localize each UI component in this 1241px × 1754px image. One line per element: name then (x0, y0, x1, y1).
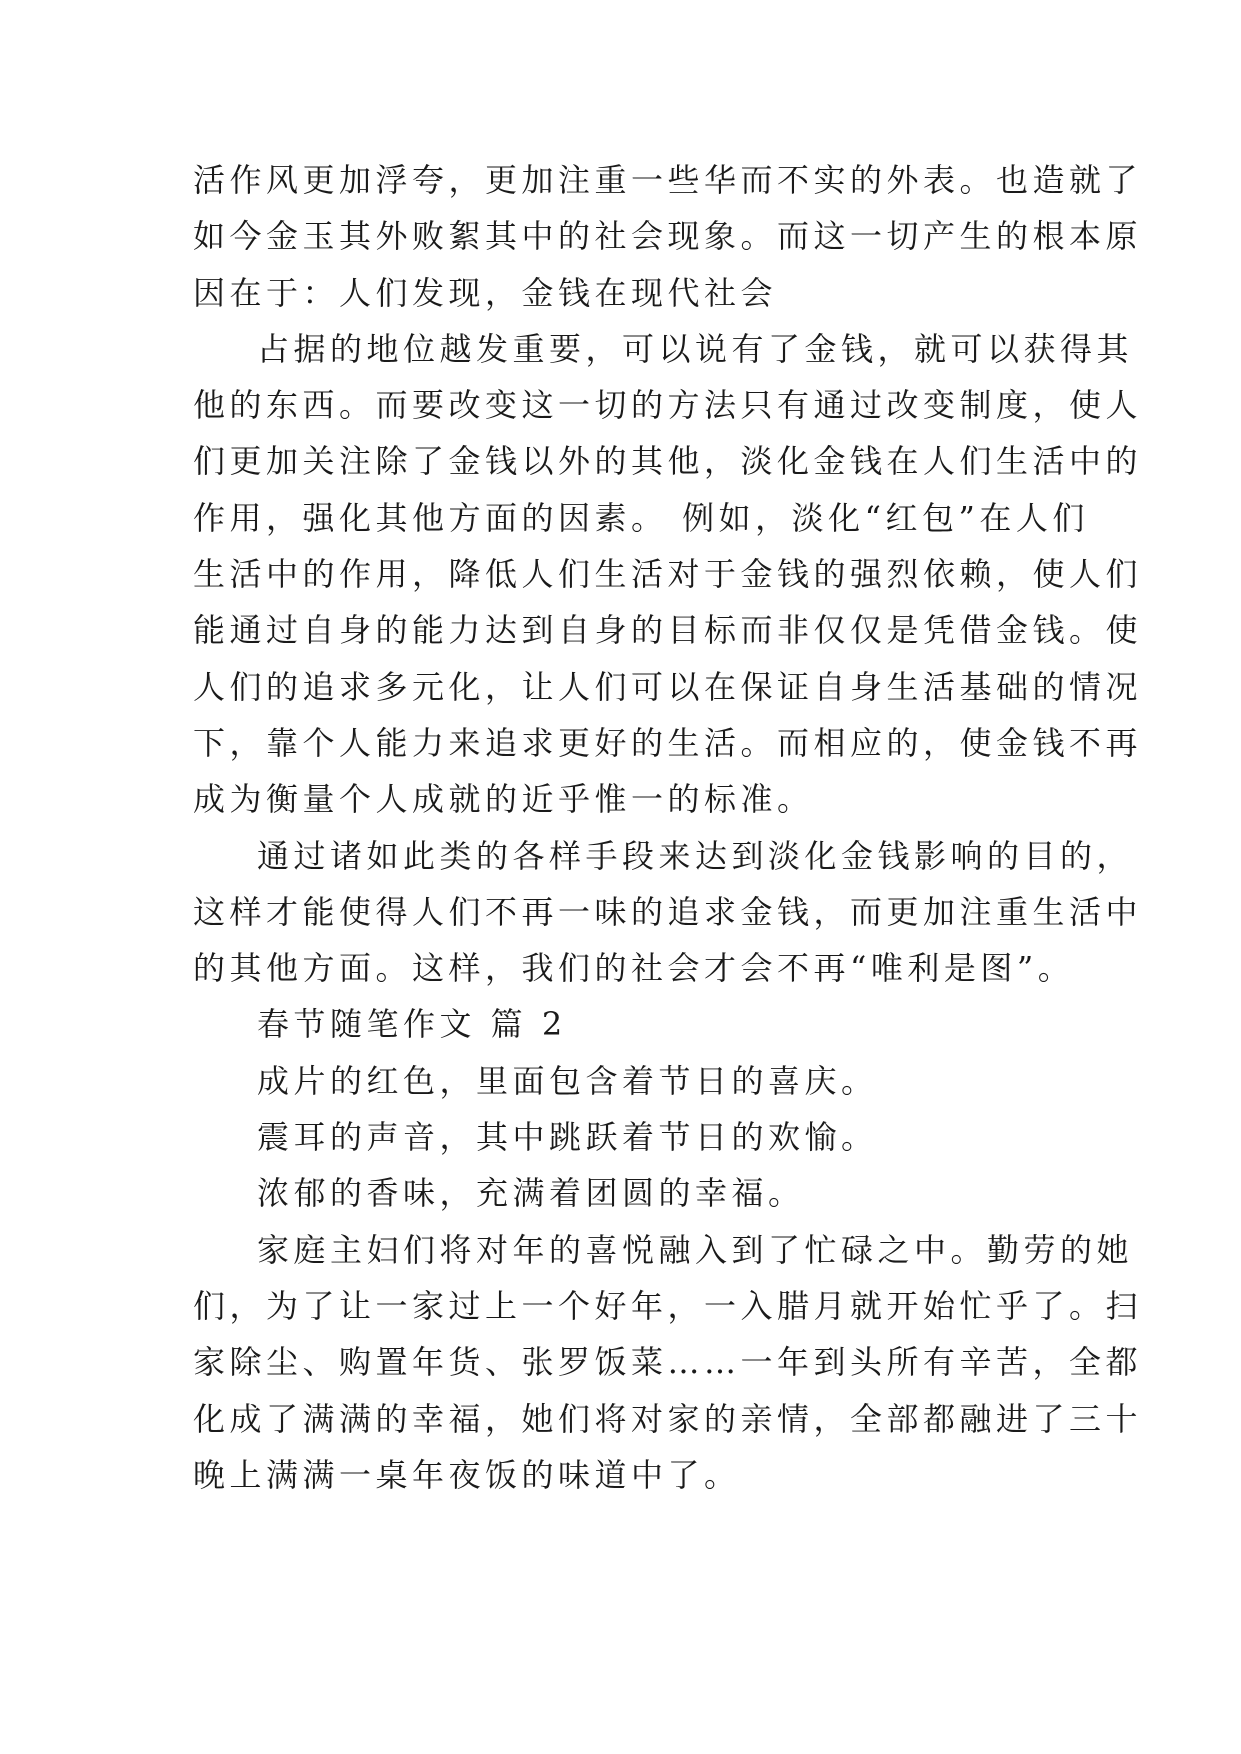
document-body (193, 152, 1143, 1503)
text-line: 晚上满满一桌年夜饭的味道中了。 (193, 1455, 741, 1494)
text-line: 下，靠个人能力来追求更好的生活。而相应的，使金钱不再 (193, 723, 1143, 762)
text-line: 生活中的作用，降低人们生活对于金钱的强烈依赖，使人们 (193, 555, 1143, 594)
text-line: 人们的追求多元化，让人们可以在保证自身生活基础的情况 (193, 667, 1143, 706)
text-line: 活作风更加浮夸，更加注重一些华而不实的外表。也造就了 (193, 161, 1143, 199)
paragraph-first-line: 家庭主妇们将对年的喜悦融入到了忙碌之中。勤劳的她 (257, 1230, 1134, 1269)
text-line: 能通过自身的能力达到自身的目标而非仅仅是凭借金钱。使 (193, 611, 1143, 650)
text-line: 化成了满满的幸福，她们将对家的亲情，全部都融进了三十 (193, 1399, 1143, 1438)
paragraph-first-line: 占据的地位越发重要，可以说有了金钱，就可以获得其 (257, 329, 1134, 368)
paragraph-first-line: 通过诸如此类的各样手段来达到淡化金钱影响的目的， (257, 836, 1134, 875)
text-line: 们，为了让一家过上一个好年，一入腊月就开始忙乎了。扫 (193, 1286, 1143, 1325)
paragraph-first-line: 浓郁的香味，充满着团圆的幸福。 (257, 1174, 805, 1213)
text-line: 因在于：人们发现，金钱在现代社会 (193, 273, 778, 312)
text-line: 的其他方面。这样，我们的社会才会不再“唯利是图”。 (193, 949, 1075, 988)
text-line: 如今金玉其外败絮其中的社会现象。而这一切产生的根本原 (193, 217, 1143, 256)
text-line: 家除尘、购置年货、张罗饭菜……一年到头所有辛苦，全都 (193, 1343, 1143, 1382)
paragraph-first-line: 成片的红色，里面包含着节日的喜庆。 (257, 1061, 878, 1100)
paragraph-first-line: 震耳的声音，其中跳跃着节日的欢愉。 (257, 1118, 878, 1157)
section-heading: 春节随笔作文 篇 2 (257, 1005, 567, 1044)
text-line: 这样才能使得人们不再一味的追求金钱，而更加注重生活中 (193, 892, 1143, 931)
text-line: 们更加关注除了金钱以外的其他，淡化金钱在人们生活中的 (193, 442, 1143, 481)
text-line: 作用，强化其他方面的因素。 例如，淡化“红包”在人们 (193, 498, 1089, 537)
text-line: 成为衡量个人成就的近乎惟一的标准。 (193, 780, 814, 819)
text-line: 他的东西。而要改变这一切的方法只有通过改变制度，使人 (193, 386, 1143, 425)
